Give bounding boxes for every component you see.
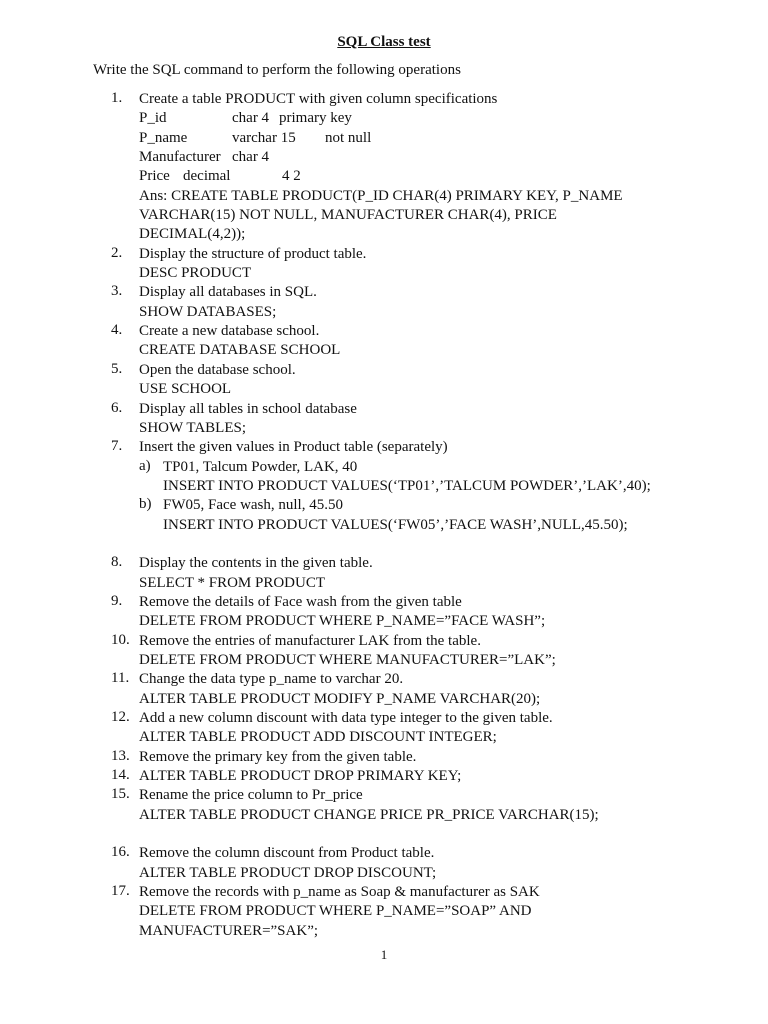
sub-question-b bbox=[0, 496, 768, 535]
question-text: Remove the records with p_name as Soap & manufacturer as SAK bbox=[139, 884, 540, 901]
question-text: Create a table PRODUCT with given column specifications bbox=[139, 91, 498, 107]
spec-column: Manufacturer bbox=[139, 149, 221, 166]
question-text: Remove the column discount from Product table. bbox=[139, 845, 435, 862]
answer-line: SELECT * FROM PRODUCT bbox=[139, 574, 326, 591]
question-text: Display all databases in SQL. bbox=[139, 284, 317, 301]
answer-line: DESC PRODUCT bbox=[139, 265, 252, 282]
question-number: 13. bbox=[111, 747, 130, 764]
answer-line: VARCHAR(15) NOT NULL, MANUFACTURER CHAR(4), PRICE bbox=[139, 207, 557, 224]
question-2 bbox=[0, 245, 768, 284]
question-text: Insert the given values in Product table (separately) bbox=[139, 439, 448, 456]
question-17 bbox=[0, 883, 768, 941]
question-number: 1. bbox=[111, 90, 123, 106]
question-13 bbox=[0, 748, 768, 767]
question-12 bbox=[0, 709, 768, 748]
blank-line bbox=[0, 535, 768, 554]
intro-text: Write the SQL command to perform the following operations bbox=[93, 62, 461, 78]
spec-type: char 4 bbox=[232, 149, 270, 166]
question-6 bbox=[0, 400, 768, 439]
page-number: 1 bbox=[380, 947, 388, 962]
sub-label: b) bbox=[139, 496, 152, 513]
question-text: Remove the entries of manufacturer LAK from the table. bbox=[139, 632, 481, 649]
answer-line: ALTER TABLE PRODUCT CHANGE PRICE PR_PRICE VARCHAR(15); bbox=[139, 806, 599, 823]
question-number: 12. bbox=[111, 709, 130, 725]
question-text: Remove the details of Face wash from the given table bbox=[139, 593, 462, 610]
question-15 bbox=[0, 786, 768, 844]
answer-line: INSERT INTO PRODUCT VALUES(‘TP01’,’TALCUM POWDER’,’LAK’,40); bbox=[163, 477, 651, 494]
question-text: Create a new database school. bbox=[139, 323, 320, 340]
spec-constraint: primary key bbox=[279, 110, 352, 127]
question-number: 5. bbox=[111, 360, 123, 377]
answer-line: INSERT INTO PRODUCT VALUES(‘FW05’,’FACE WASH’,NULL,45.50); bbox=[163, 516, 628, 533]
blank-line bbox=[0, 825, 768, 844]
spec-row bbox=[139, 148, 768, 167]
question-text: Rename the price column to Pr_price bbox=[139, 787, 363, 804]
question-3 bbox=[0, 283, 768, 322]
question-5 bbox=[0, 361, 768, 400]
question-number: 14. bbox=[111, 767, 130, 784]
answer-line: SHOW DATABASES; bbox=[139, 303, 277, 320]
question-10 bbox=[0, 632, 768, 671]
spec-type: char 4 bbox=[232, 110, 270, 127]
question-list bbox=[0, 90, 768, 941]
question-11 bbox=[0, 670, 768, 709]
answer-line: DELETE FROM PRODUCT WHERE P_NAME=”FACE WASH”; bbox=[139, 613, 546, 630]
question-number: 16. bbox=[111, 844, 130, 861]
question-number: 3. bbox=[111, 283, 123, 300]
answer-line: SHOW TABLES; bbox=[139, 419, 247, 436]
spec-column: P_name bbox=[139, 129, 188, 146]
spec-type: decimal bbox=[183, 168, 231, 185]
question-16 bbox=[0, 844, 768, 883]
answer-line: DELETE FROM PRODUCT WHERE MANUFACTURER=”LAK”; bbox=[139, 651, 556, 668]
question-14 bbox=[0, 767, 768, 786]
sub-text: TP01, Talcum Powder, LAK, 40 bbox=[163, 458, 358, 475]
question-number: 4. bbox=[111, 322, 123, 339]
spec-constraint: not null bbox=[325, 129, 372, 146]
question-text: ALTER TABLE PRODUCT DROP PRIMARY KEY; bbox=[139, 768, 462, 785]
answer-line: CREATE DATABASE SCHOOL bbox=[139, 342, 341, 359]
question-text: Open the database school. bbox=[139, 361, 296, 378]
spec-column: Price bbox=[139, 168, 170, 185]
answer-line: Ans: CREATE TABLE PRODUCT(P_ID CHAR(4) PRIMARY KEY, P_NAME bbox=[139, 187, 623, 204]
question-number: 9. bbox=[111, 592, 123, 609]
spec-column: P_id bbox=[139, 110, 167, 127]
answer-line: ALTER TABLE PRODUCT MODIFY P_NAME VARCHAR(20); bbox=[139, 690, 541, 707]
question-text: Display the structure of product table. bbox=[139, 245, 367, 262]
question-number: 8. bbox=[111, 554, 123, 571]
page-title: SQL Class test bbox=[337, 34, 431, 50]
question-text: Add a new column discount with data type integer to the given table. bbox=[139, 710, 553, 726]
spec-constraint: 4 2 bbox=[282, 168, 301, 185]
question-number: 7. bbox=[111, 438, 123, 455]
sub-text: FW05, Face wash, null, 45.50 bbox=[163, 497, 343, 514]
question-1 bbox=[0, 90, 768, 245]
question-9 bbox=[0, 593, 768, 632]
sub-question-a bbox=[0, 458, 768, 497]
question-8 bbox=[0, 554, 768, 593]
sub-label: a) bbox=[139, 457, 151, 474]
answer-line: DECIMAL(4,2)); bbox=[139, 226, 246, 243]
question-text: Change the data type p_name to varchar 20. bbox=[139, 671, 404, 688]
question-number: 11. bbox=[111, 670, 130, 687]
question-number: 6. bbox=[111, 399, 123, 416]
answer-line: USE SCHOOL bbox=[139, 381, 232, 398]
question-text: Display the contents in the given table. bbox=[139, 555, 373, 572]
question-text: Display all tables in school database bbox=[139, 400, 357, 417]
question-number: 17. bbox=[111, 883, 130, 900]
answer-line: ALTER TABLE PRODUCT ADD DISCOUNT INTEGER; bbox=[139, 729, 497, 746]
answer-line: MANUFACTURER=”SAK”; bbox=[139, 922, 319, 939]
question-text: Remove the primary key from the given table. bbox=[139, 748, 417, 765]
answer-line: ALTER TABLE PRODUCT DROP DISCOUNT; bbox=[139, 864, 437, 881]
spec-type: varchar 15 bbox=[232, 129, 296, 146]
question-number: 2. bbox=[111, 244, 123, 261]
spec-row bbox=[139, 109, 768, 128]
question-4 bbox=[0, 322, 768, 361]
question-7 bbox=[0, 438, 768, 554]
answer-line: DELETE FROM PRODUCT WHERE P_NAME=”SOAP” AND bbox=[139, 903, 532, 920]
spec-row bbox=[139, 167, 768, 186]
question-number: 15. bbox=[111, 786, 130, 803]
question-number: 10. bbox=[111, 631, 130, 648]
spec-row bbox=[139, 129, 768, 148]
